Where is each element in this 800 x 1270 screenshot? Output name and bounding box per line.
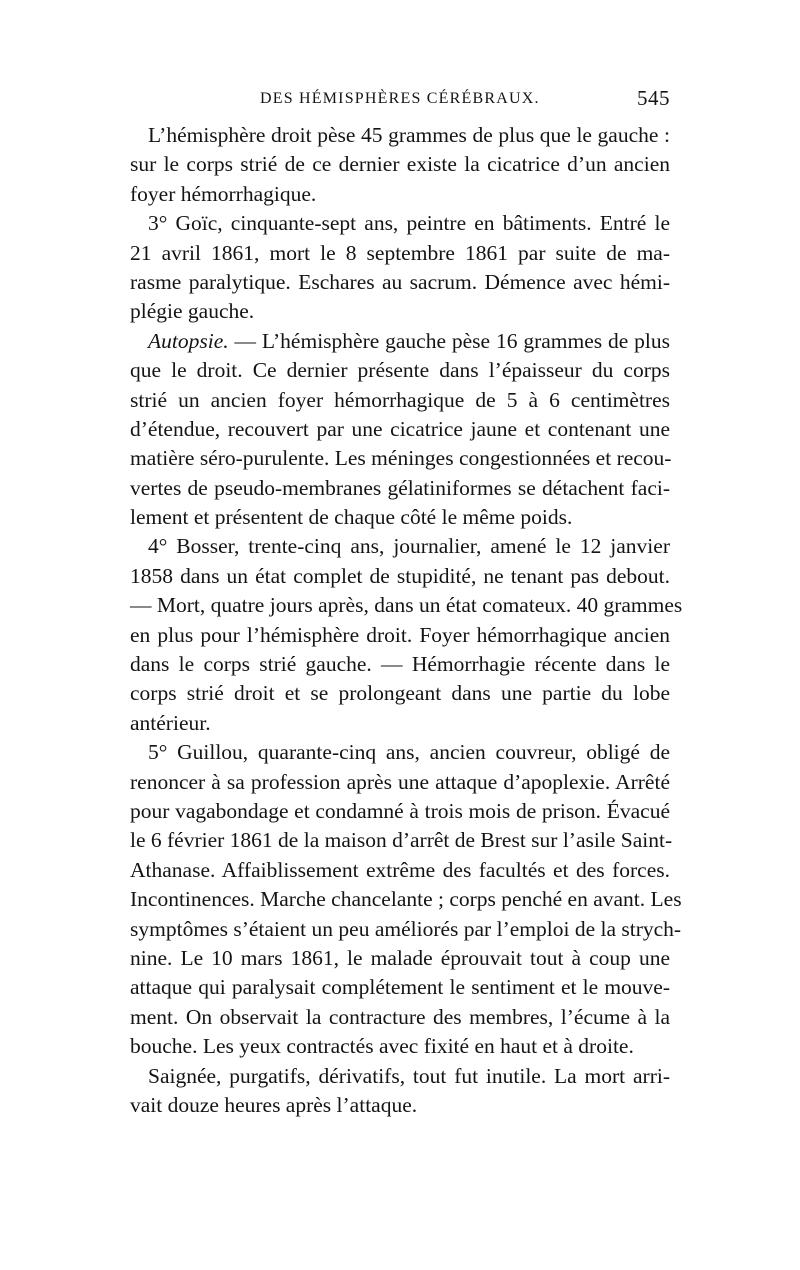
text-line: le 6 février 1861 de la maison d’arrêt de Brest sur l’asile Saint- <box>130 828 673 853</box>
text-line: — Mort, quatre jours après, dans un état comateux. 40 grammes <box>130 593 683 618</box>
text-line: plégie gauche. <box>130 299 255 324</box>
text-line <box>130 327 670 356</box>
paragraph <box>130 327 670 533</box>
text-line: ment. On observait la contracture des membres, l’écume à la <box>130 1004 670 1029</box>
body-text <box>130 121 683 1120</box>
text-line: 1858 dans un état complet de stupidité, ne tenant pas debout. <box>130 563 670 588</box>
text-line: 21 avril 1861, mort le 8 septembre 1861 par suite de ma- <box>130 240 670 265</box>
text-line: vait douze heures après l’attaque. <box>130 1092 418 1117</box>
paragraph <box>130 738 682 1061</box>
text-line: matière séro-purulente. Les méninges congestionnées et recou- <box>130 446 672 471</box>
text-line: L’hémisphère droit pèse 45 grammes de plus que le gauche : <box>148 123 670 147</box>
text-line: foyer hémorrhagique. <box>130 181 317 206</box>
text-line: lement et présentent de chaque côté le même poids. <box>130 505 573 530</box>
text-line: 3° Goïc, cinquante-sept ans, peintre en bâtiments. Entré le <box>148 211 670 236</box>
text-fragment: — L’hémisphère gauche pèse 16 grammes de plus <box>228 328 670 353</box>
text-line: dans le corps strié gauche. — Hémorrhagie récente dans le <box>130 652 670 677</box>
paragraph <box>130 121 670 209</box>
text-line: rasme paralytique. Eschares au sacrum. Démence avec hémi- <box>130 269 670 294</box>
text-line: renoncer à sa profession après une attaque d’apoplexie. Arrêté <box>130 769 670 794</box>
paragraph <box>130 209 670 327</box>
text-line: Athanase. Affaiblissement extrême des facultés et des forces. <box>130 857 670 882</box>
autopsie-label: Autopsie. <box>148 328 229 353</box>
paragraph <box>130 532 683 738</box>
text-line: en plus pour l’hémisphère droit. Foyer hémorrhagique ancien <box>130 622 670 647</box>
text-line: 4° Bosser, trente-cinq ans, journalier, amené le 12 janvier <box>148 534 670 559</box>
text-line: antérieur. <box>130 710 211 735</box>
text-line: strié un ancien foyer hémorrhagique de 5 à 6 centimètres <box>130 387 670 412</box>
text-line: d’étendue, recouvert par une cicatrice jaune et contenant une <box>130 416 670 441</box>
page-number: 545 <box>637 86 670 110</box>
text-line: 5° Guillou, quarante-cinq ans, ancien couvreur, obligé de <box>148 740 670 765</box>
text-line: corps strié droit et se prolongeant dans une partie du lobe <box>130 681 670 706</box>
text-line: Saignée, purgatifs, dérivatifs, tout fut inutile. La mort arri- <box>148 1063 670 1088</box>
text-line: symptômes s’étaient un peu améliorés par l’emploi de la strych- <box>130 916 682 941</box>
text-line: pour vagabondage et condamné à trois mois de prison. Évacué <box>130 798 670 823</box>
text-line: sur le corps strié de ce dernier existe la cicatrice d’un ancien <box>130 152 670 177</box>
running-head-title: DES HÉMISPHÈRES CÉRÉBRAUX. <box>260 90 540 107</box>
text-line: nine. Le 10 mars 1861, le malade éprouvait tout à coup une <box>130 945 670 970</box>
text-line: que le droit. Ce dernier présente dans l’épaisseur du corps <box>130 358 670 383</box>
text-line: bouche. Les yeux contractés avec fixité en haut et à droite. <box>130 1034 634 1059</box>
text-line: attaque qui paralysait complétement le sentiment et le mouve- <box>130 975 670 1000</box>
text-line: Incontinences. Marche chancelante ; corps penché en avant. Les <box>130 887 682 912</box>
paragraph <box>130 1062 670 1121</box>
text-line: vertes de pseudo-membranes gélatiniformes se détachent faci- <box>130 475 670 500</box>
running-head <box>130 86 670 118</box>
